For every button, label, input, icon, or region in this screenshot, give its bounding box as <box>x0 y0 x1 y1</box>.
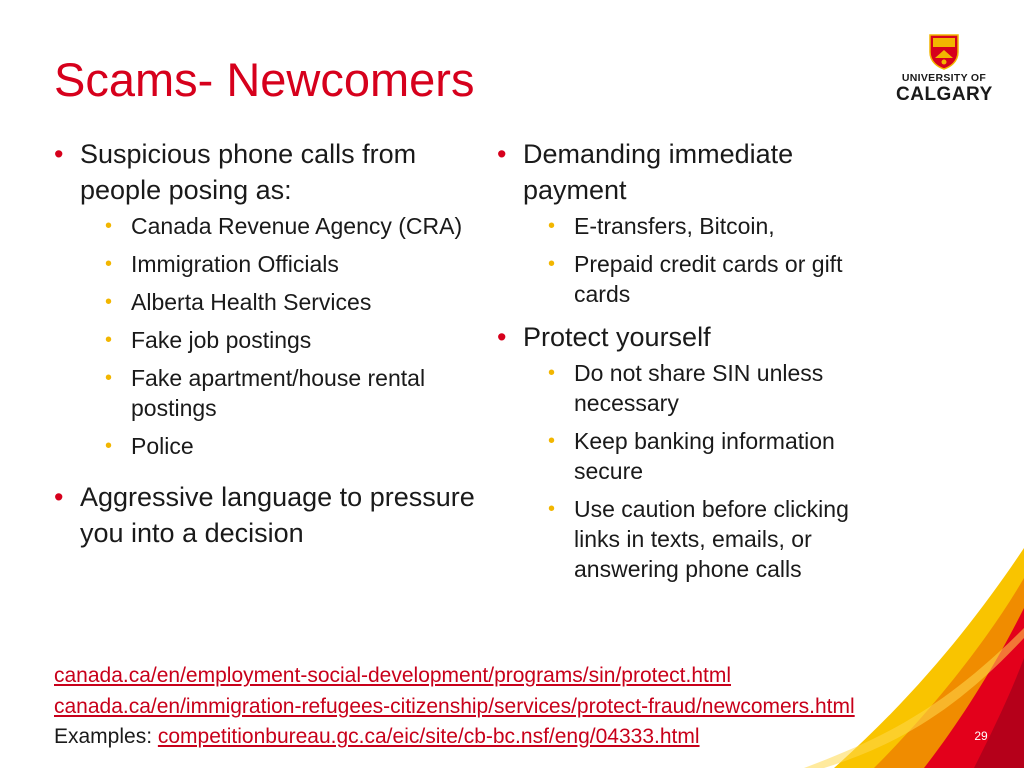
crest-shield-icon <box>929 34 959 70</box>
bullet <box>54 136 494 208</box>
sub-bullet-marker: • <box>105 253 113 275</box>
newcomers-fraud-link[interactable]: canada.ca/en/immigration-refugees-citizenship/services/protect-fraud/newcomers.html <box>54 694 855 718</box>
sub-bullet-marker: • <box>105 291 113 313</box>
bullet <box>497 136 897 208</box>
sub-bullet-marker: • <box>105 215 113 237</box>
right-column <box>497 136 897 592</box>
bullet <box>497 319 897 355</box>
sub-bullet-marker: • <box>548 215 556 237</box>
bullet-marker: • <box>54 139 64 169</box>
examples-label: Examples: <box>54 725 158 748</box>
sub-bullet-text: Fake job postings <box>131 327 312 353</box>
sub-bullet-marker: • <box>105 367 113 389</box>
sub-bullet <box>105 211 494 241</box>
sub-bullet-text: Do not share SIN unless necessary <box>574 360 824 416</box>
slide-title: Scams- Newcomers <box>54 53 475 106</box>
sub-bullet <box>548 494 897 584</box>
bullet-marker: • <box>497 139 507 169</box>
sub-bullet <box>548 426 897 486</box>
sub-bullet <box>548 211 897 241</box>
sub-bullet <box>105 325 494 355</box>
bullet-marker: • <box>497 322 507 352</box>
sub-bullet-text: Police <box>131 433 194 459</box>
bullet-text: Demanding immediate payment <box>523 139 794 205</box>
sub-bullet <box>105 287 494 317</box>
sub-bullet-text: Fake apartment/house rental postings <box>131 365 426 421</box>
sub-bullet-marker: • <box>548 498 556 520</box>
sub-bullet-marker: • <box>548 362 556 384</box>
sub-bullet-marker: • <box>105 435 113 457</box>
bullet-text: Suspicious phone calls from people posing as: <box>80 139 417 205</box>
bullet <box>54 479 494 551</box>
sub-bullet <box>548 358 897 418</box>
sub-bullet-text: E-transfers, Bitcoin, <box>574 213 775 239</box>
logo-line-2: CALGARY <box>896 84 993 105</box>
sub-bullet <box>105 249 494 279</box>
sub-bullet-marker: • <box>548 253 556 275</box>
bullet-marker: • <box>54 482 64 512</box>
left-column <box>54 136 494 554</box>
page-number: 29 <box>974 729 988 743</box>
sin-protect-link[interactable]: canada.ca/en/employment-social-development/programs/sin/protect.html <box>54 664 731 687</box>
sub-bullet-text: Prepaid credit cards or gift cards <box>574 251 843 307</box>
sub-bullet-text: Use caution before clicking links in texts, emails, or answering phone calls <box>574 496 849 582</box>
logo-line-1: UNIVERSITY OF <box>901 72 987 84</box>
sub-bullet-marker: • <box>548 430 556 452</box>
sub-bullet-text: Canada Revenue Agency (CRA) <box>131 213 463 239</box>
sub-bullet-marker: • <box>105 329 113 351</box>
bullet-text: Protect yourself <box>523 322 711 352</box>
university-logo <box>896 34 992 104</box>
sub-bullet <box>105 431 494 461</box>
bullet-text: Aggressive language to pressure you into a decision <box>80 482 475 548</box>
sub-bullet-text: Immigration Officials <box>131 251 339 277</box>
competition-bureau-link[interactable]: competitionbureau.gc.ca/eic/site/cb-bc.nsf/eng/04333.html <box>157 725 700 748</box>
sub-bullet <box>548 249 897 309</box>
reference-links <box>54 661 855 753</box>
sub-bullet-text: Keep banking information secure <box>574 428 835 484</box>
sub-bullet <box>105 363 494 423</box>
sub-bullet-text: Alberta Health Services <box>131 289 372 315</box>
